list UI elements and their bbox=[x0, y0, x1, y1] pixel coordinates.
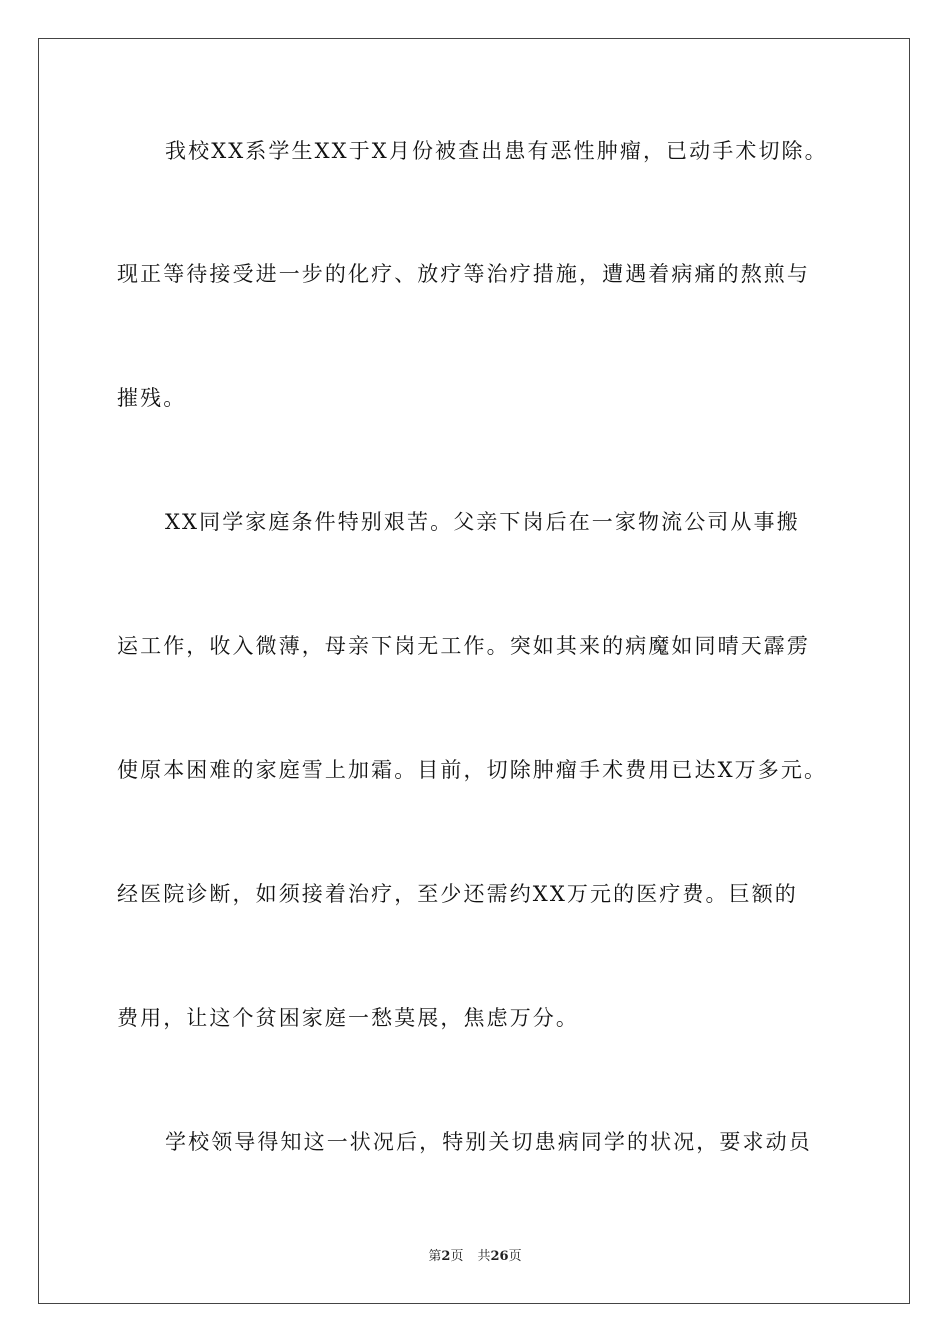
paragraph-2-line-3: 使原本困难的家庭雪上加霜。目前，切除肿瘤手术费用已达X万多元。 bbox=[117, 758, 828, 782]
paragraph-1-line-2: 现正等待接受进一步的化疗、放疗等治疗措施，遭遇着病痛的熬煎与 bbox=[117, 262, 810, 286]
paragraph-1-line-3: 摧残。 bbox=[117, 386, 187, 410]
footer-total-unit: 页 bbox=[508, 1249, 522, 1264]
paragraph-1-line-1: 我校XX系学生XX于X月份被查出患有恶性肿瘤，已动手术切除。 bbox=[165, 139, 828, 163]
paragraph-2-line-4: 经医院诊断，如须接着治疗，至少还需约XX万元的医疗费。巨额的 bbox=[117, 882, 798, 906]
footer-prefix: 第 bbox=[428, 1249, 442, 1264]
page-footer bbox=[0, 1248, 950, 1266]
page-border bbox=[38, 38, 910, 1304]
footer-total-prefix: 共 bbox=[477, 1249, 491, 1264]
total-page-count: 26 bbox=[490, 1249, 509, 1264]
paragraph-2-line-2: 运工作，收入微薄，母亲下岗无工作。突如其来的病魔如同晴天霹雳 bbox=[117, 634, 810, 658]
paragraph-3-line-1: 学校领导得知这一状况后，特别关切患病同学的状况，要求动员 bbox=[165, 1130, 812, 1154]
footer-page-unit: 页 bbox=[450, 1249, 464, 1264]
paragraph-2-line-1: XX同学家庭条件特别艰苦。父亲下岗后在一家物流公司从事搬 bbox=[165, 510, 800, 534]
current-page-number: 2 bbox=[441, 1249, 451, 1264]
paragraph-2-line-5: 费用，让这个贫困家庭一愁莫展，焦虑万分。 bbox=[117, 1006, 579, 1030]
